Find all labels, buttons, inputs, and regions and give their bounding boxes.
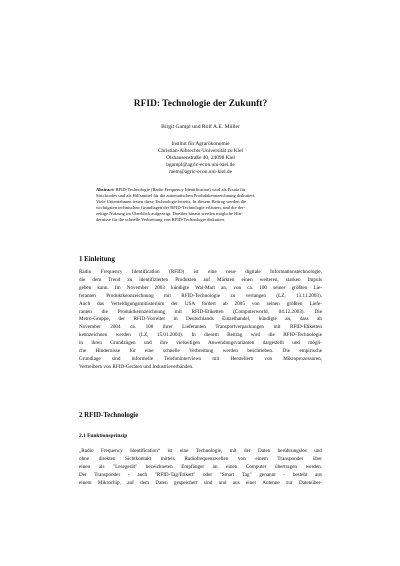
- abstract-label: Abstract:: [96, 187, 115, 192]
- paragraph-line: Auch das Verteidigungsministerium der USA fordert ab 2005 von seinen größten Liefe-: [79, 300, 322, 307]
- affiliation-email-1: bgampl@agric-econ.uni-kiel.de: [166, 161, 235, 168]
- paper-title: RFID: Technologie der Zukunft?: [133, 99, 268, 109]
- paragraph-line: che Hindernisse für eine schnelle Verbreitung werden beschrieben. Die empirische: [79, 348, 322, 355]
- paragraph-line: ranten die Produktkennzeichnung mit RFID-Etiketten (Computerworld, 04.12.2003). Die: [79, 308, 322, 315]
- paragraph-line: die dem Trend zu identifizierten Produkten auf Märkten einen weiteren, starken Impuls: [79, 276, 322, 283]
- section-heading-rfid-technologie: 2 RFID-Technologie: [79, 412, 139, 419]
- paragraph-line: November 2004 ca. 100 ihrer Lieferanten Transportverpackungen mit RFID-Etiketten: [79, 324, 322, 331]
- paper-page: [79, 0, 322, 566]
- affiliation-institute: Institut für Agrarökonomie: [171, 141, 230, 147]
- paragraph-line: kennzeichnen werden (LZ, 15.01.2004). In diesem Beitrag wird die RFID-Technologie: [79, 332, 322, 339]
- abstract-line: dernisse für die schnelle Verbreitung von RFID-Technologie diskutiert.: [96, 217, 226, 223]
- paragraph-line: geben kann. Im November 2003 kündigte Wal-Mart an, von ca. 100 seiner größten Lie-: [79, 284, 322, 291]
- paragraph-line: Der Transponder - auch "RFID-Tag/Etikett" oder "Smart Tag" genannt - besteht aus: [79, 471, 322, 478]
- paragraph-line: einem Mikrochip, auf dem Daten gespeichert sind und aus einer Antenne zur Datenüber-: [79, 479, 322, 486]
- abstract: [96, 187, 306, 224]
- paragraph-line: Vertreibern von RFID-Geräten und Industrieverbänden.: [79, 363, 194, 370]
- affiliation-address: Olshausenstraße 40, 24098 Kiel: [166, 154, 235, 161]
- abstract-text-1: RFID-Technologie (Radio Frequency Identification) wird als Ersatz für: [114, 187, 246, 192]
- affiliation-email-2: raem@agric-econ.uni-kiel.de: [168, 168, 233, 175]
- affiliation-block: [79, 141, 322, 176]
- paragraph-line: Metro-Gruppe, der RFID-Vorreiter in Deutschlands Einzelhandel, kündigte an, dass ab: [79, 316, 322, 323]
- paragraph-line: in ihren Grundzügen und ihre vielseitigen Anwendungsvarianten dargestellt und mögli-: [79, 340, 322, 347]
- abstract-line: Strichcodes und als Hilfsmittel für die automatischen Produktkennzeichnung diskutiert.: [96, 193, 256, 199]
- affiliation-university: Christian-Albrechts-Universität zu Kiel: [157, 147, 244, 154]
- abstract-line: Viele Unternehmen testen diese Technologie bereits. In diesem Beitrag werden die: [96, 199, 247, 205]
- subsection-heading-funktionsprinzip: 2.1 Funktionsprinzip: [79, 433, 128, 439]
- paragraph-line: feranten Produktkennzeichnung mit RFID-Technologie zu verlangen (LZ, 13.11.2003).: [79, 292, 322, 299]
- paragraph-line: einen als "Lesegerät" bezeichneten Empfänger an einen Computer übertragen werden.: [79, 463, 322, 470]
- section-paragraph-einleitung: [79, 269, 322, 372]
- paragraph-line: „Radio Frequency Identification“ ist eine Technologie, mit der Daten berührungslos und: [79, 448, 322, 454]
- paper-authors: Birgit Gampl und Rolf A.E. Müller: [161, 124, 240, 130]
- abstract-line: wichtigsten technischen Grundlagen der RFID-Technologie erläutert, und die der-: [96, 205, 245, 211]
- section-heading-einleitung: 1 Einleitung: [79, 256, 115, 263]
- paragraph-line: ohne direkten Sichtkontakt mittels Radiofrequenzwellen von einem Transponder über: [79, 455, 322, 462]
- paragraph-line: Radio Frequency Identification (RFID) ist eine neue digitale Informationstechnologie,: [79, 269, 322, 275]
- abstract-line: zeitige Nutzung im Überblick aufgezeigt. Darüber hinaus werden mögliche Hin-: [96, 211, 243, 217]
- paragraph-line: Grundlage sind informelle Telefoninterviews mit Herstellern von Mikroprozessoren,: [79, 355, 322, 362]
- section-paragraph-funktionsprinzip: [79, 448, 322, 488]
